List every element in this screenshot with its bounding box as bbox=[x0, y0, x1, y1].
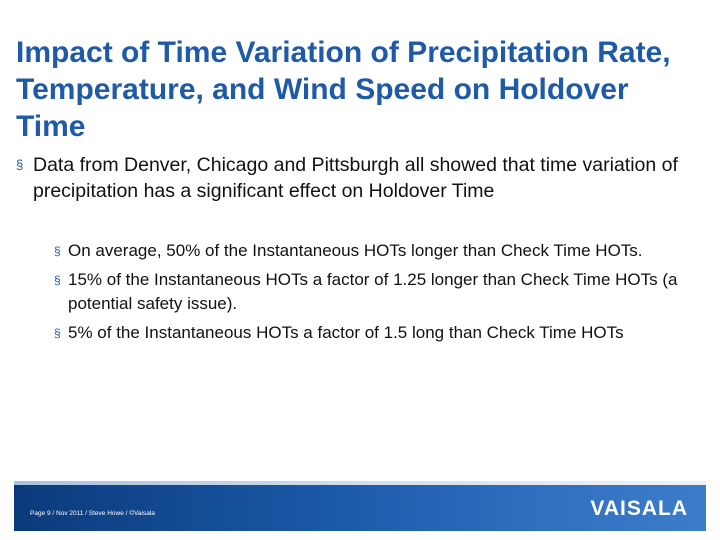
footer-bar bbox=[14, 485, 706, 531]
sub-bullet-item bbox=[54, 239, 694, 263]
bullet-marker-icon: § bbox=[54, 244, 61, 258]
slide-title: Impact of Time Variation of Precipitation Rate, Temperature, and Wind Speed on Holdover Time bbox=[16, 36, 671, 143]
bullet-marker-icon: § bbox=[16, 157, 24, 172]
sub-bullet-item bbox=[54, 321, 694, 345]
sub-bullet-text: 15% of the Instantaneous HOTs a factor of 1.25 longer than Check Time HOTs (a potential safety issue). bbox=[68, 270, 678, 313]
sub-bullet-text: 5% of the Instantaneous HOTs a factor of 1.5 long than Check Time HOTs bbox=[68, 323, 624, 342]
footer-text: Page 9 / Nov 2011 / Steve Howe / ©Vaisala bbox=[30, 510, 155, 517]
main-bullet-text: Data from Denver, Chicago and Pittsburgh all showed that time variation of precipitation has a significant effect on Holdover Time bbox=[33, 154, 678, 202]
sub-bullet-item bbox=[54, 268, 694, 316]
bullet-marker-icon: § bbox=[54, 273, 61, 287]
sub-bullet-list bbox=[54, 239, 694, 350]
vaisala-logo: VAISALA bbox=[590, 497, 688, 520]
main-bullet bbox=[16, 152, 696, 204]
sub-bullet-text: On average, 50% of the Instantaneous HOTs longer than Check Time HOTs. bbox=[68, 241, 643, 260]
bullet-marker-icon: § bbox=[54, 326, 61, 340]
